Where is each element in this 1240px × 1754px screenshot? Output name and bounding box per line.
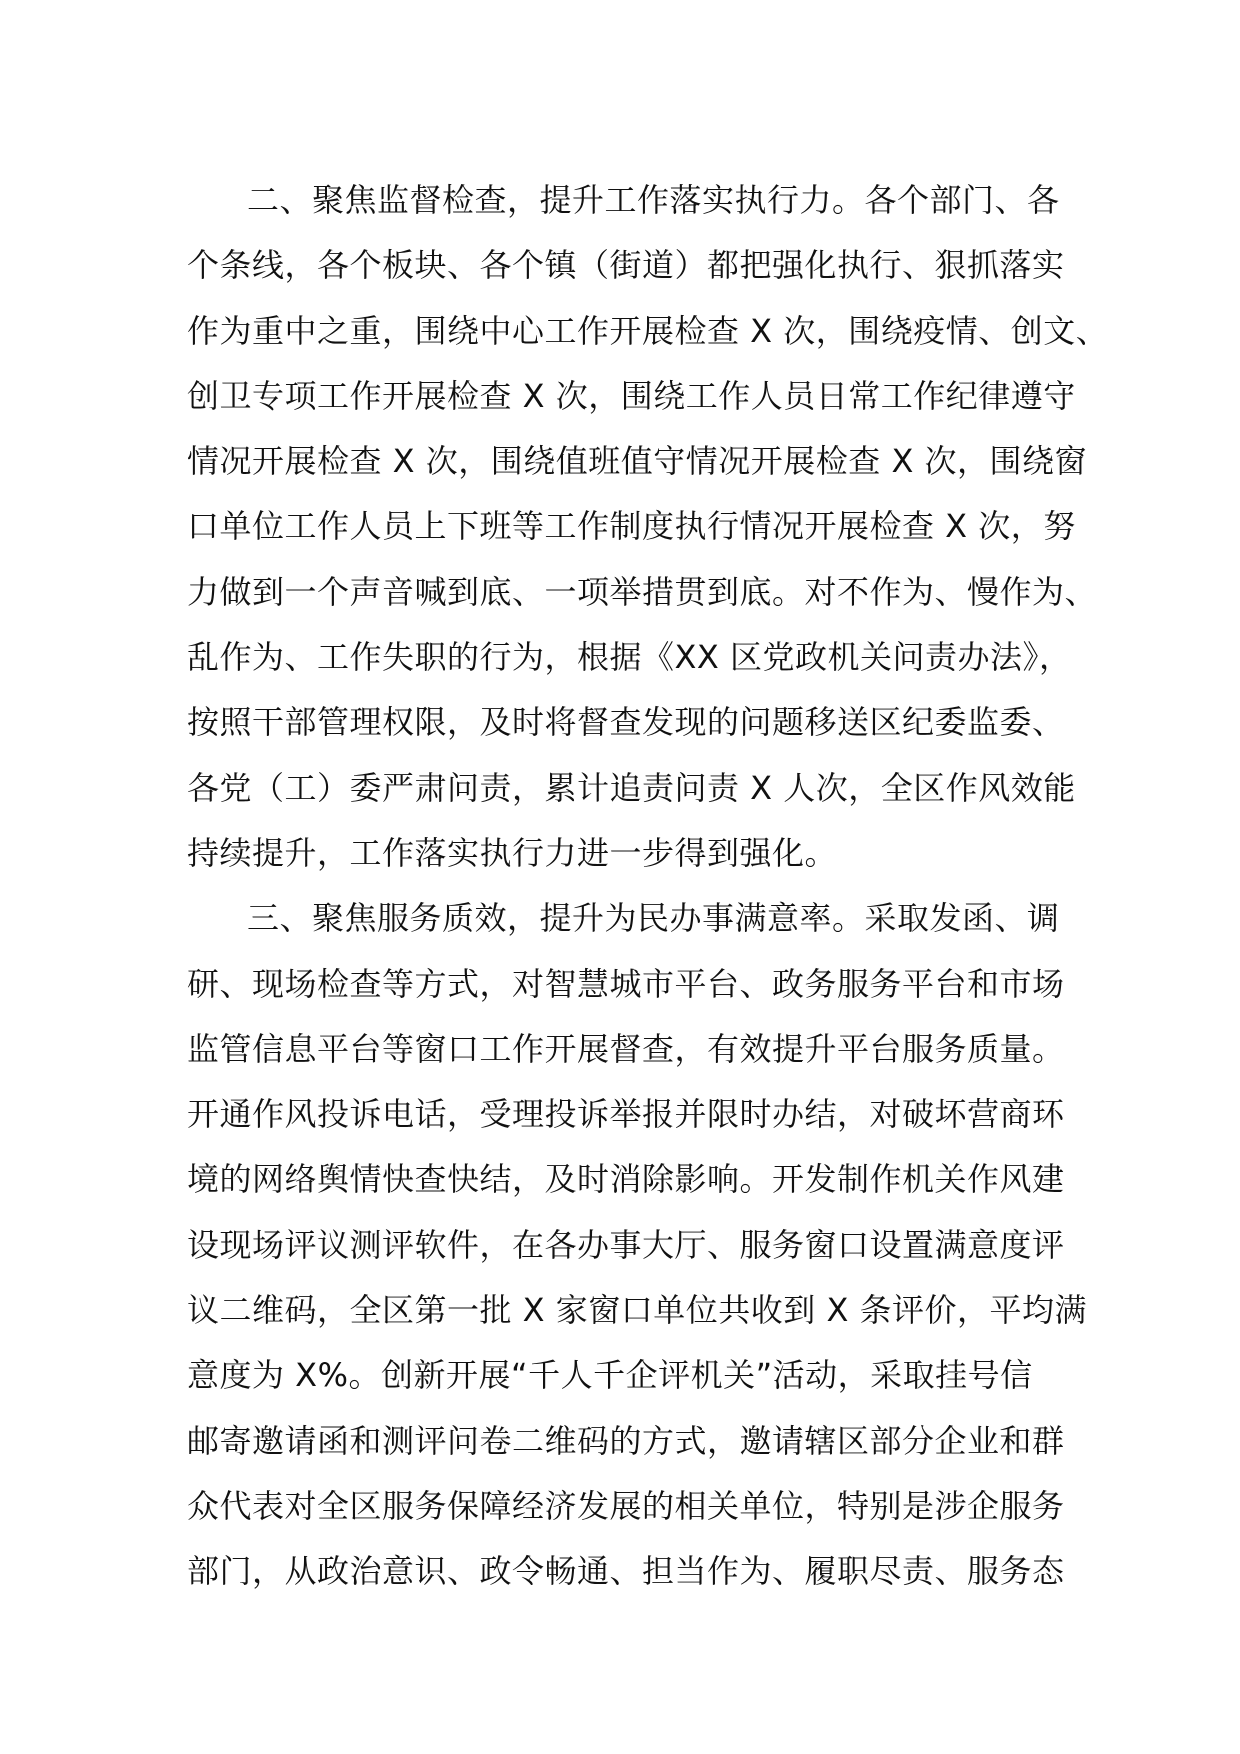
paragraph-line: 开通作风投诉电话，受理投诉举报并限时办结，对破坏营商环 (187, 1095, 1065, 1134)
paragraph-line: 创卫专项工作开展检查 X 次，围绕工作人员日常工作纪律遵守 (187, 376, 1076, 415)
paragraph-service-quality (187, 886, 1088, 1604)
paragraph-line: 议二维码，全区第一批 X 家窗口单位共收到 X 条评价，平均满 (187, 1291, 1088, 1330)
paragraph-line: 部门，从政治意识、政令畅通、担当作为、履职尽责、服务态 (187, 1552, 1065, 1591)
paragraph-line: 监管信息平台等窗口工作开展督查，有效提升平台服务质量。 (187, 1029, 1065, 1068)
paragraph-line: 三、聚焦服务质效，提升为民办事满意率。采取发函、调 (247, 899, 1060, 938)
paragraph-line: 境的网络舆情快查快结，及时消除影响。开发制作机关作风建 (187, 1160, 1065, 1199)
paragraph-line: 研、现场检查等方式，对智慧城市平台、政务服务平台和市场 (187, 964, 1065, 1003)
paragraph-supervision (187, 168, 1109, 886)
paragraph-line: 二、聚焦监督检查，提升工作落实执行力。各个部门、各 (247, 181, 1060, 219)
paragraph-line: 乱作为、工作失职的行为，根据《XX 区党政机关问责办法》， (187, 638, 1072, 677)
document-body (187, 168, 1109, 1605)
paragraph-line: 意度为 X%。创新开展“千人千企评机关”活动，采取挂号信 (187, 1356, 1033, 1395)
paragraph-line: 众代表对全区服务保障经济发展的相关单位，特别是涉企服务 (187, 1486, 1065, 1525)
paragraph-line: 设现场评议测评软件，在各办事大厅、服务窗口设置满意度评 (187, 1225, 1065, 1264)
paragraph-line: 各党（工）委严肃问责，累计追责问责 X 人次，全区作风效能 (187, 768, 1076, 807)
paragraph-line: 持续提升，工作落实执行力进一步得到强化。 (187, 833, 838, 872)
paragraph-line: 情况开展检查 X 次，围绕值班值守情况开展检查 X 次，围绕窗 (187, 442, 1088, 481)
paragraph-line: 口单位工作人员上下班等工作制度执行情况开展检查 X 次，努 (187, 507, 1076, 546)
paragraph-line: 力做到一个声音喊到底、一项举措贯到底。对不作为、慢作为、 (187, 572, 1098, 611)
paragraph-line: 邮寄邀请函和测评问卷二维码的方式，邀请辖区部分企业和群 (187, 1421, 1065, 1460)
paragraph-line: 作为重中之重，围绕中心工作开展检查 X 次，围绕疫情、创文、 (187, 311, 1109, 350)
paragraph-line: 按照干部管理权限，及时将督查发现的问题移送区纪委监委、 (187, 703, 1065, 742)
paragraph-line: 个条线，各个板块、各个镇（街道）都把强化执行、狠抓落实 (187, 246, 1065, 285)
